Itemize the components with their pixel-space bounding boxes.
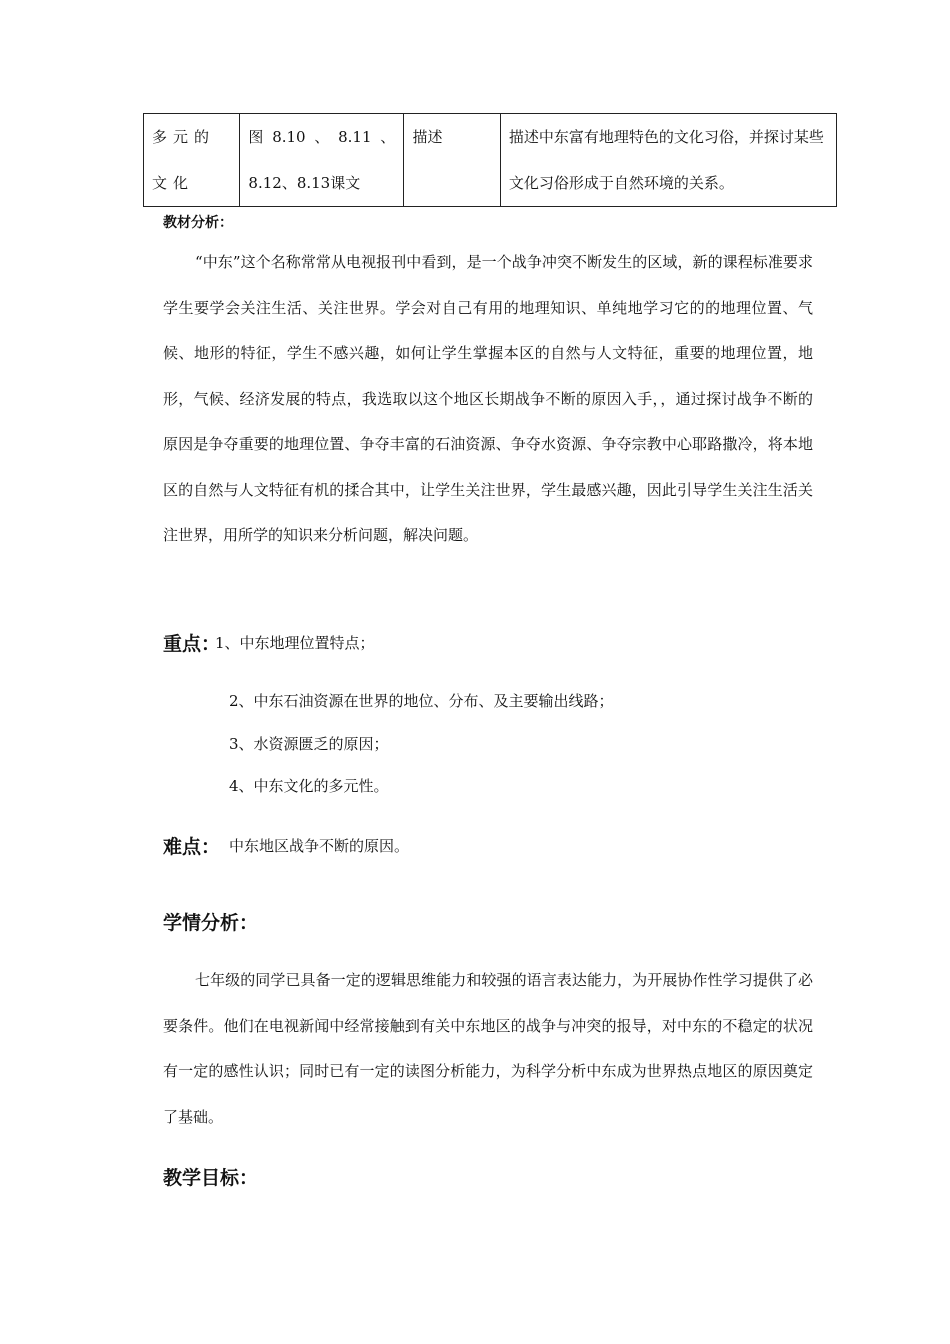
key-point-item: 4、中东文化的多元性。	[229, 777, 389, 795]
key-point-item: 3、水资源匮乏的原因；	[229, 735, 389, 753]
student-analysis-heading: 学情分析：	[163, 912, 259, 934]
table-row	[144, 114, 837, 207]
difficulty-text: 中东地区战争不断的原因。	[229, 837, 410, 855]
teaching-goals-heading: 教学目标：	[163, 1167, 259, 1189]
topic-table	[143, 113, 837, 207]
textbook-analysis-body: “中东”这个名称常常从电视报刊中看到，是一个战争冲突不断发生的区域，新的课程标准要求学生要学会关注生活、关注世界。学会对自己有用的地理知识、单纯地学习它的的地理位置、气候、地形的特征，学生不感兴趣，如何让学生掌握本区的自然与人文特征，重要的地理位置，地形，气候、经济发展的特点，我选取以这个地区长期战争不断的原因入手，，通过探讨战争不断的原因是争夺重要的地理位置、争夺丰富的石油资源、争夺水资源、争夺宗教中心耶路撒冷，将本地区的自然与人文特征有机的揉合其中，让学生关注世界，学生最感兴趣，因此引导学生关注生活关注世界，用所学的知识来分析问题，解决问题。	[163, 253, 813, 544]
table-cell-method: 描述	[404, 114, 500, 207]
student-analysis-body: 七年级的同学已具备一定的逻辑思维能力和较强的语言表达能力，为开展协作性学习提供了必要条件。他们在电视新闻中经常接触到有关中东地区的战争与冲突的报导，对中东的不稳定的状况有一定的感性认识；同时已有一定的读图分析能力，为科学分析中东成为世界热点地区的原因奠定了基础。	[163, 971, 813, 1126]
table-cell-description: 描述中东富有地理特色的文化习俗，并探讨某些文化习俗形成于自然环境的关系。	[500, 114, 836, 207]
difficulty-label: 难点：	[163, 836, 221, 858]
key-point-item: 2、中东石油资源在世界的地位、分布、及主要输出线路；	[229, 692, 614, 710]
table-cell-topic: 多元的文化	[144, 114, 240, 207]
table-cell-figures: 图 8.10 、 8.11 、 8.12、8.13课文	[240, 114, 404, 207]
key-point-item: 1、中东地理位置特点；	[215, 634, 375, 652]
key-points-label: 重点：	[163, 633, 221, 655]
textbook-analysis-label: 教材分析：	[163, 215, 233, 231]
